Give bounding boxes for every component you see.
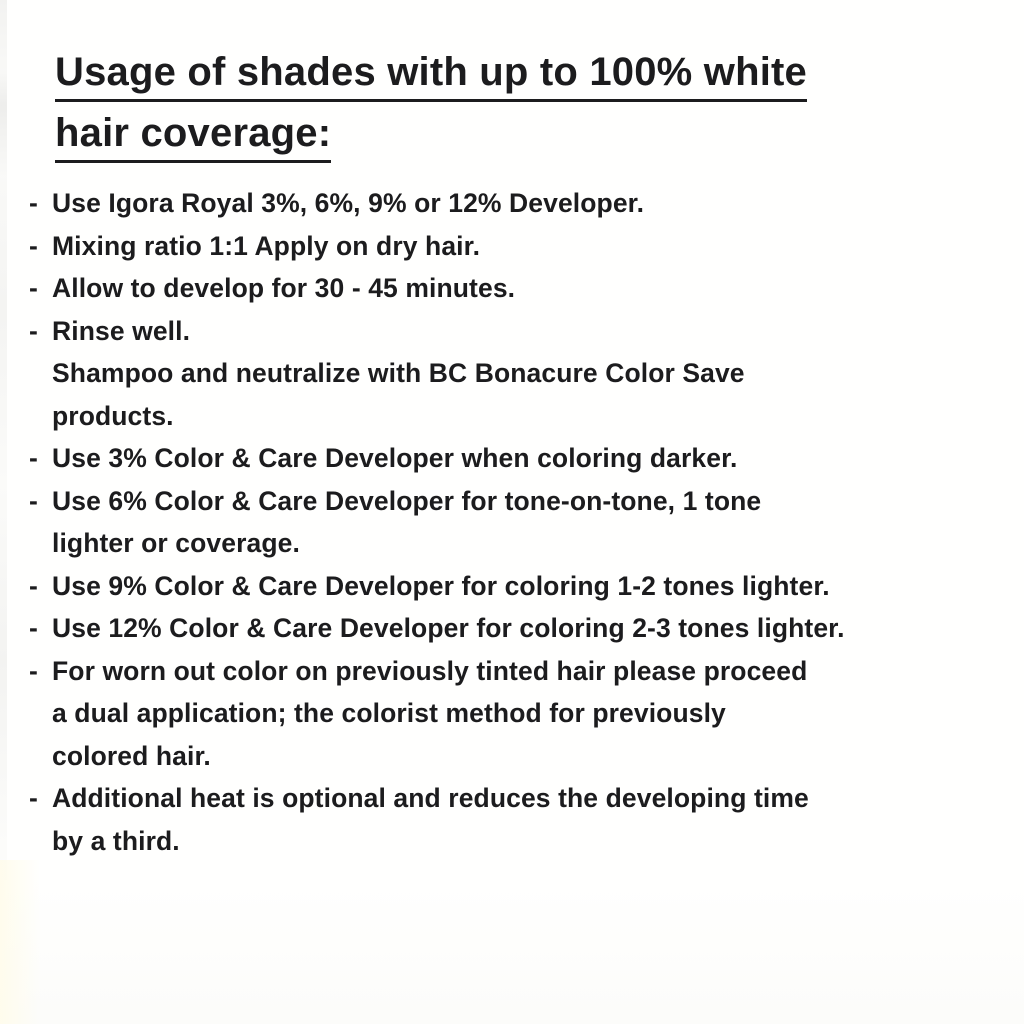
page-title-line-1: Usage of shades with up to 100% white: [55, 52, 807, 102]
bullet-dash: -: [29, 485, 38, 516]
list-line-text: products.: [52, 400, 174, 431]
list-line: [29, 692, 1024, 735]
list-line: [29, 820, 1024, 863]
list-line-text: Allow to develop for 30 - 45 minutes.: [52, 273, 516, 303]
page-title-line-2: hair coverage:: [55, 113, 331, 163]
bullet-dash: -: [29, 315, 38, 346]
bullet-dash: -: [29, 230, 38, 261]
list-line-text: Use 3% Color & Care Developer when coloring darker.: [52, 443, 738, 473]
list-line-text: Mixing ratio 1:1 Apply on dry hair.: [52, 230, 481, 261]
list-line-text: For worn out color on previously tinted hair please proceed: [52, 655, 808, 686]
list-line: [29, 777, 1024, 820]
list-line-text: Use 9% Color & Care Developer for coloring 1-2 tones lighter.: [52, 570, 830, 601]
bullet-dash: -: [29, 443, 38, 473]
list-line: [29, 310, 1024, 353]
list-line: [29, 437, 1024, 480]
bullet-dash: -: [29, 655, 38, 686]
list-line: [29, 522, 1024, 565]
list-line: [29, 565, 1024, 608]
list-line-text: Use 12% Color & Care Developer for coloring 2-3 tones lighter.: [52, 613, 845, 643]
list-line: [29, 735, 1024, 778]
list-line-text: Additional heat is optional and reduces the developing time: [52, 783, 809, 813]
list-line: [29, 650, 1024, 693]
instruction-list: [29, 182, 1024, 862]
bottom-left-tint: [0, 860, 40, 1024]
bullet-dash: -: [29, 570, 38, 601]
list-line-text: colored hair.: [52, 740, 211, 771]
list-line: [29, 182, 1024, 225]
list-line-text: a dual application; the colorist method for previously: [52, 698, 726, 728]
list-line-text: Rinse well.: [52, 315, 191, 346]
bullet-dash: -: [29, 188, 38, 218]
list-line: [29, 607, 1024, 650]
list-line: [29, 225, 1024, 268]
list-line: [29, 352, 1024, 395]
list-line: [29, 395, 1024, 438]
page-title: [55, 52, 1024, 174]
bullet-dash: -: [29, 783, 38, 813]
bullet-dash: -: [29, 613, 38, 643]
list-line: [29, 267, 1024, 310]
list-line-text: Use 6% Color & Care Developer for tone-on-tone, 1 tone: [52, 485, 762, 516]
list-line-text: lighter or coverage.: [52, 528, 300, 558]
list-line-text: Use Igora Royal 3%, 6%, 9% or 12% Developer.: [52, 188, 645, 218]
list-line-text: Shampoo and neutralize with BC Bonacure Color Save: [52, 358, 745, 388]
list-line-text: by a third.: [52, 825, 180, 856]
list-line: [29, 480, 1024, 523]
bullet-dash: -: [29, 273, 38, 303]
